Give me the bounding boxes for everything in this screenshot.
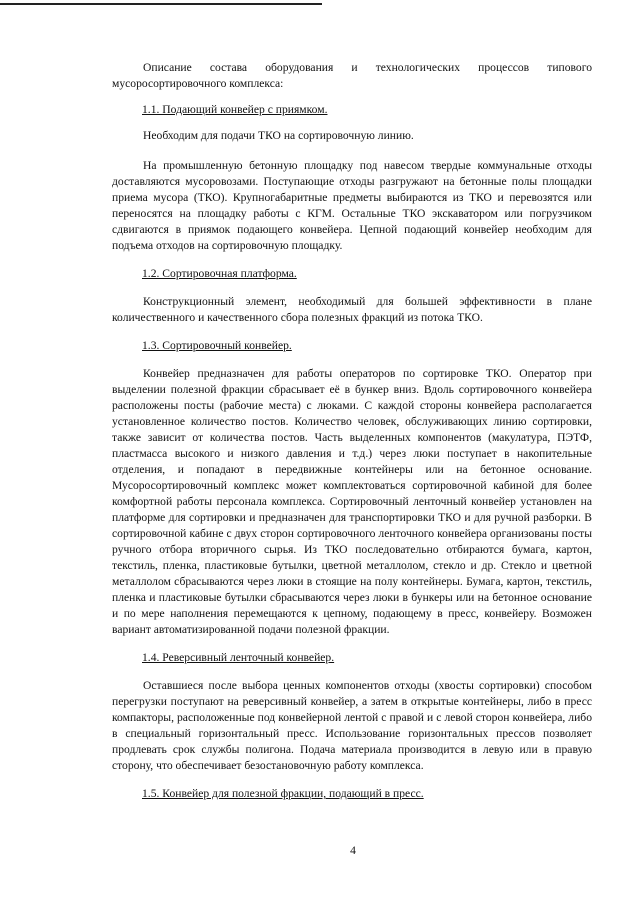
section-heading-1-4: 1.4. Реверсивный ленточный конвейер. xyxy=(142,651,335,664)
intro-paragraph: Описание состава оборудования и технологических процессов типового мусоросортировочного комплекса: xyxy=(112,61,592,90)
section-1-3-paragraph-1: Конвейер предназначен для работы операторов по сортировке ТКО. Оператор при выделении полезной фракции сбрасывает её в бункер вниз. Вдоль сортировочного конвейера расположены посты (рабочие места) с люками. С каждой стороны конвейера располагается установленное количество постов. Количество человек, обслуживающих линию сортировки, также зависит от количества постов. Часть выделенных компонентов (макулатура, ПЭТФ, пластмасса высокого и низкого давления и т.д.) через люки поступает в накопительные отделения, и попадают в передвижные контейнеры или на бетонное основание. Мусоросортировочный комплекс может комплектоваться сортировочной кабиной для более комфортной работы персонала комплекса. Сортировочный ленточный конвейер установлен на платформе для сортировки и предназначен для транспортировки ТКО и для ручной разборки. В сортировочной кабине с двух сторон сортировочного ленточного конвейера организованы посты ручного отбора вторичного сырья. Из ТКО последовательно отбираются бумага, картон, текстиль, пленка, пластиковые бутылки, цветной металлолом, стекло и др. Стекло и цветной металлолом сбрасываются через люки в стоящие на полу контейнеры. Бумага, картон, текстиль, пленка и пластиковые бутылки сбрасываются через люки в бункеры или на бетонное основание и по мере наполнения перемещаются к цепному, подающему в пресс, конвейеру. Возможен вариант автоматизированной подачи полезной фракции. xyxy=(112,367,592,636)
section-1-1-paragraph-1: Необходим для подачи ТКО на сортировочную линию. xyxy=(143,129,414,142)
document-page xyxy=(112,60,592,802)
section-1-1-paragraph-2: На промышленную бетонную площадку под навесом твердые коммунальные отходы доставляются мусоровозами. Поступающие отходы разгружают на бетонные полы площадки приема мусора (ТКО). Крупногабаритные предметы выбираются из ТКО и перевозятся или переносятся на площадку работы с КГМ. Остальные ТКО экскаватором или погрузчиком сдвигаются в приямок подающего конвейера. Цепной подающий конвейер необходим для подъема отходов на сортировочную площадку. xyxy=(112,159,592,252)
top-rule xyxy=(0,3,322,5)
section-1-4-paragraph-1: Оставшиеся после выбора ценных компонентов отходы (хвосты сортировки) способом перегрузки поступают на реверсивный конвейер, а затем в открытые контейнеры, либо в пресс компакторы, расположенные под конвейерной лентой с правой и с левой сторон конвейера, либо в специальный горизонтальный пресс. Использование горизонтальных прессов позволяет продлевать срок службы полигона. Подача материала производится в левую или в правую сторону, что обеспечивает безостановочную работу комплекса. xyxy=(112,679,592,772)
section-heading-1-1: 1.1. Подающий конвейер с приямком. xyxy=(142,103,328,116)
section-heading-1-2: 1.2. Сортировочная платформа. xyxy=(142,267,297,280)
section-heading-1-5: 1.5. Конвейер для полезной фракции, подающий в пресс. xyxy=(142,787,424,800)
section-1-2-paragraph-1: Конструкционный элемент, необходимый для большей эффективности в плане количественного и качественного сбора полезных фракций из потока ТКО. xyxy=(112,295,592,324)
section-heading-1-3: 1.3. Сортировочный конвейер. xyxy=(142,339,292,352)
page-number: 4 xyxy=(350,844,356,857)
